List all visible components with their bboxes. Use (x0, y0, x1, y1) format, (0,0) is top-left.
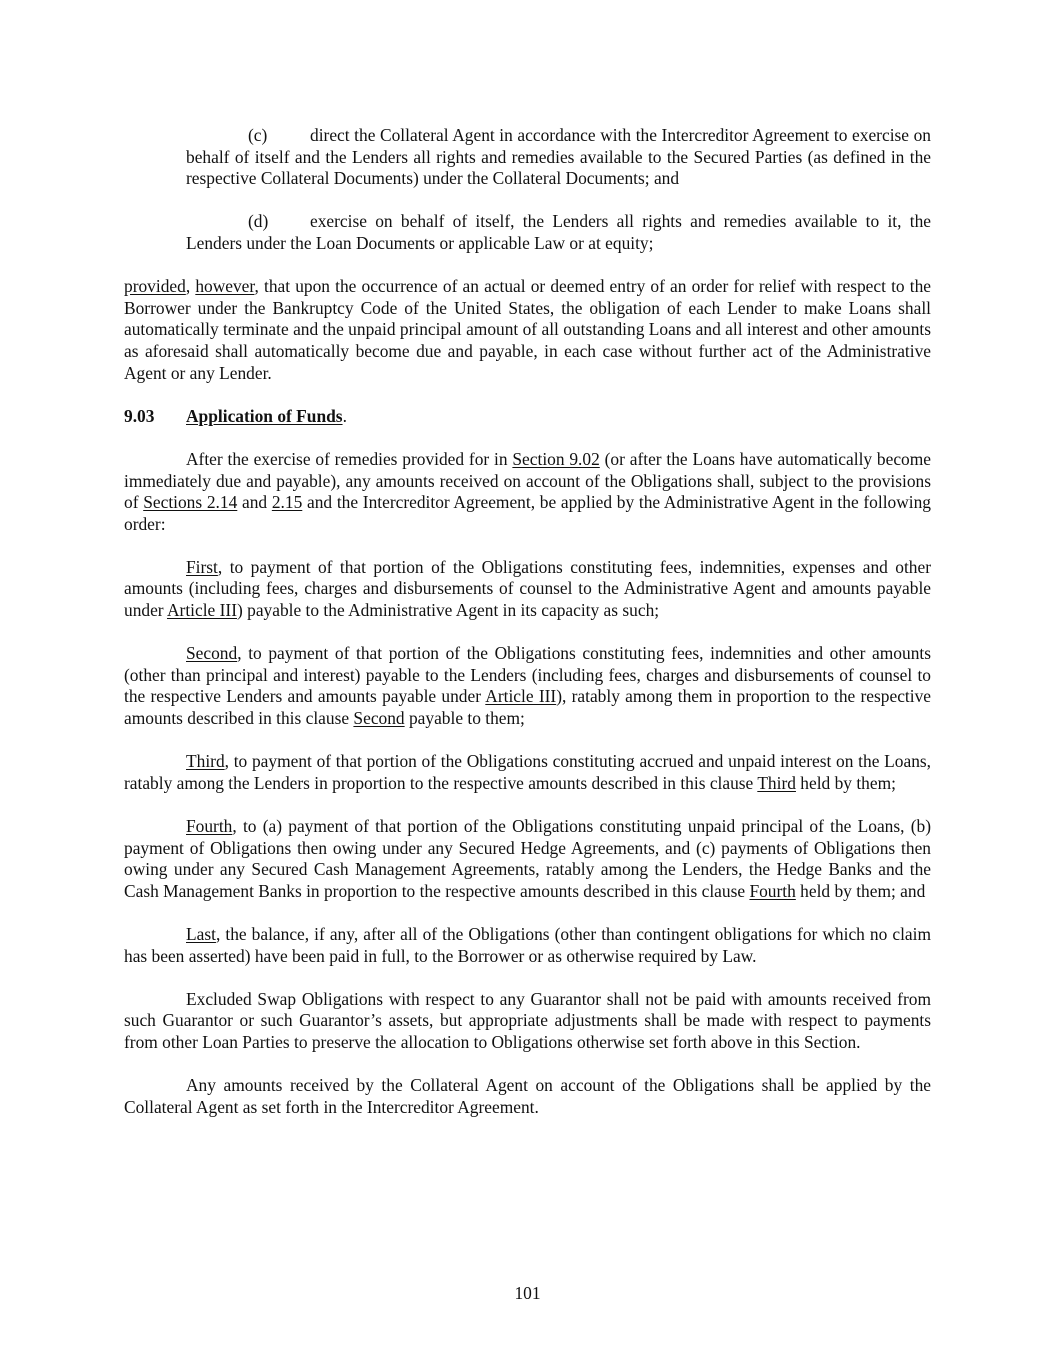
article-iii-ref: Article III (485, 686, 557, 707)
third-term: Third (186, 751, 225, 772)
section-heading: 9.03 Application of Funds. (124, 405, 347, 426)
section-2-15-ref: 2.15 (271, 492, 303, 513)
fourth-term: Fourth (749, 880, 796, 901)
second-term: Second (353, 708, 405, 729)
clause-c-label: (c) (248, 125, 268, 145)
clause-d-label: (d) (248, 211, 269, 232)
fourth-term: Fourth (186, 816, 233, 836)
clause-c (124, 125, 931, 190)
clause-d (124, 211, 931, 254)
clause-c-text: direct the Collateral Agent in accordance with the Intercreditor Agreement to exercise on behalf of itself and the Lenders all rights and remedies available to the Secured Parties (as defined in the respective Collateral Documents) under the Collateral Documents; and (186, 125, 931, 189)
third-term: Third (757, 772, 796, 793)
last-paragraph: Last, the balance, if any, after all of the Obligations (other than contingent obligations for which no claim has been asserted) have been paid in full, to the Borrower or as otherwise required by Law. (124, 923, 931, 966)
second-term: Second (186, 643, 238, 664)
document-page (124, 125, 931, 1118)
provided-term: provided (124, 276, 186, 297)
fourth-paragraph: Fourth, to (a) payment of that portion of the Obligations constituting unpaid principal of the Loans, (b) payment of Obligations then owing under any Secured Hedge Agreements, and (c) payments of Obligations then owing under any Secured Cash Management Agreements, ratably among the Lenders, the Hedge Banks and the Cash Management Banks in proportion to the respective amounts described in this clause Fourth held by them; and (124, 816, 931, 901)
section-title: Application of Funds (186, 405, 343, 426)
intro-paragraph: After the exercise of remedies provided for in Section 9.02 (or after the Loans have automatically become immediately due and payable), any amounts received on account of the Obligations shall, subject to the provisions of Sections 2.14 and 2.15 and the Intercreditor Agreement, be applied by the Administrative Agent in the following order: (124, 448, 932, 534)
last-term: Last (186, 923, 216, 944)
section-number: 9.03 (124, 405, 155, 426)
sections-2-14-ref: Sections 2.14 (143, 492, 238, 513)
third-paragraph: Third, to payment of that portion of the Obligations constituting accrued and unpaid interest on the Loans, ratably among the Lenders in proportion to the respective amounts described in this clause Third held by them; (124, 751, 931, 793)
proviso-paragraph: provided, however, that upon the occurrence of an actual or deemed entry of an order for relief with respect to the Borrower under the Bankruptcy Code of the United States, the obligation of each Lender to make Loans shall automatically terminate and the unpaid principal amount of all outstanding Loans and all interest and other amounts as aforesaid shall automatically become due and payable, in each case without further act of the Administrative Agent or any Lender. (124, 276, 931, 383)
clause-d-text: exercise on behalf of itself, the Lenders all rights and remedies available to it, the Lenders under the Loan Documents or applicable Law or at equity; (186, 211, 931, 253)
second-paragraph: Second, to payment of that portion of the Obligations constituting fees, indemnities and other amounts (other than principal and interest) payable to the Lenders (including fees, charges and disbursements of counsel to the respective Lenders and amounts payable under Article III), ratably among them in proportion to the respective amounts described in this clause Second payable to them; (124, 643, 931, 729)
first-term: First (186, 556, 218, 577)
article-iii-ref: Article III (166, 600, 237, 621)
section-9-02-ref: Section 9.02 (512, 448, 600, 469)
page-number: 101 (514, 1283, 541, 1303)
collateral-agent-paragraph: Any amounts received by the Collateral Agent on account of the Obligations shall be applied by the Collateral Agent as set forth in the Intercreditor Agreement. (124, 1075, 931, 1117)
excluded-swap-paragraph: Excluded Swap Obligations with respect to any Guarantor shall not be paid with amounts received from such Guarantor or such Guarantor’s assets, but appropriate adjustments shall be made with respect to payments from other Loan Parties to preserve the allocation to Obligations otherwise set forth above in this Section. (124, 988, 931, 1052)
however-term: however (195, 276, 255, 297)
first-paragraph: First, to payment of that portion of the Obligations constituting fees, indemnities, expenses and other amounts (including fees, charges and disbursements of counsel to the Administrative Agent and amounts payable under Article III) payable to the Administrative Agent in its capacity as such; (124, 556, 931, 621)
